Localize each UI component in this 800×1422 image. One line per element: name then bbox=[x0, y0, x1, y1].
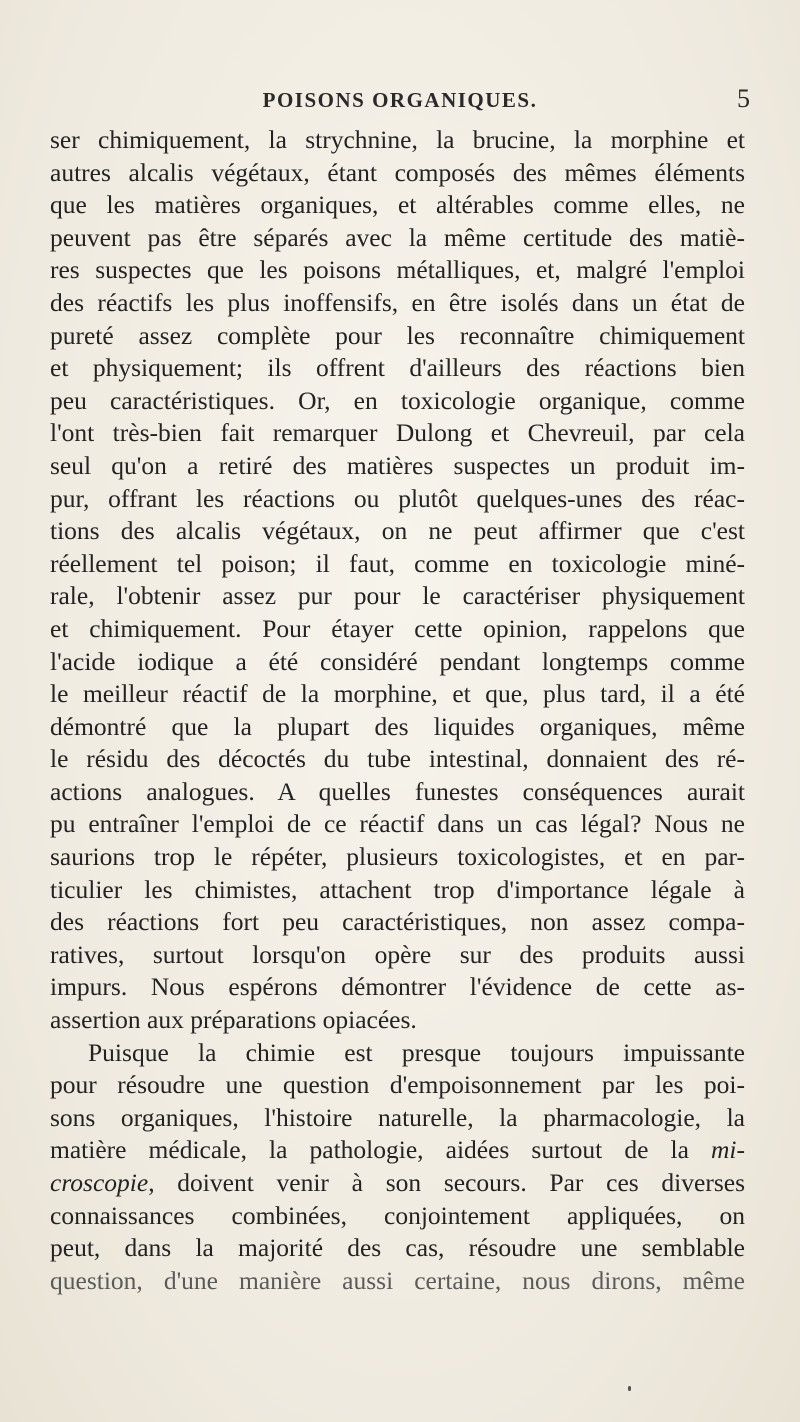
running-head bbox=[0, 84, 800, 118]
text-line: l'ont très-bien fait remarquer Dulong et Chevreuil, par cela bbox=[50, 418, 745, 448]
text-line: et physiquement; ils offrent d'ailleurs des réactions bien bbox=[50, 353, 745, 383]
body-text bbox=[50, 124, 745, 1297]
text-line: res suspectes que les poisons métalliques, et, malgré l'emploi bbox=[50, 255, 745, 285]
text-line-italic-start: croscopie, doivent venir à son secours. Par ces diverses bbox=[50, 1168, 745, 1197]
text-line: peut, dans la majorité des cas, résoudre une semblable bbox=[50, 1233, 745, 1263]
text-line: Puisque la chimie est presque toujours impuissante bbox=[88, 1037, 745, 1067]
text-line: le meilleur réactif de la morphine, et que, plus tard, il a été bbox=[50, 679, 745, 709]
text-line: l'acide iodique a été considéré pendant longtemps comme bbox=[50, 646, 745, 676]
text-line: que les matières organiques, et altérables comme elles, ne bbox=[50, 190, 745, 220]
text-line: le résidu des décoctés du tube intestinal, donnaient des ré- bbox=[50, 744, 745, 774]
text-line: pureté assez complète pour les reconnaître chimiquement bbox=[50, 320, 745, 350]
text-line: ratives, surtout lorsqu'on opère sur des produits aussi bbox=[50, 939, 745, 969]
text-line: rale, l'obtenir assez pur pour le caractériser physiquement bbox=[50, 581, 745, 611]
text-line: peuvent pas être séparés avec la même certitude des matiè- bbox=[50, 222, 745, 252]
text-line: et chimiquement. Pour étayer cette opinion, rappelons que bbox=[50, 613, 745, 643]
text-line: saurions trop le répéter, plusieurs toxicologistes, et en par- bbox=[50, 842, 745, 872]
page-number: 5 bbox=[737, 84, 750, 113]
running-title: POISONS ORGANIQUES. bbox=[262, 88, 538, 112]
italic-term: croscopie bbox=[50, 1168, 149, 1197]
text-line: pur, offrant les réactions ou plutôt quelques-unes des réac- bbox=[50, 483, 745, 513]
text-line: ser chimiquement, la strychnine, la brucine, la morphine et bbox=[50, 125, 745, 154]
text-line: des réactifs les plus inoffensifs, en être isolés dans un état de bbox=[50, 287, 745, 317]
text-line: assertion aux préparations opiacées. bbox=[50, 1005, 417, 1035]
text-line: question, d'une manière aussi certaine, nous dirons, même bbox=[50, 1265, 745, 1295]
text-line: peu caractéristiques. Or, en toxicologie organique, comme bbox=[50, 385, 745, 415]
text-line: actions analogues. A quelles funestes conséquences aurait bbox=[50, 776, 745, 806]
text-line: démontré que la plupart des liquides organiques, même bbox=[50, 711, 745, 741]
text-line: pu entraîner l'emploi de ce réactif dans un cas légal? Nous ne bbox=[50, 809, 745, 839]
text-line: impurs. Nous espérons démontrer l'évidence de cette as- bbox=[50, 972, 745, 1002]
text-line: pour résoudre une question d'empoisonnement par les poi- bbox=[50, 1070, 745, 1100]
text-line: ticulier les chimistes, attachent trop d'importance légale à bbox=[50, 874, 745, 904]
text-line: tions des alcalis végétaux, on ne peut affirmer que c'est bbox=[50, 516, 745, 546]
ink-speck bbox=[628, 1386, 631, 1391]
text-line: autres alcalis végétaux, étant composés des mêmes éléments bbox=[50, 157, 745, 187]
text-line: seul qu'on a retiré des matières suspectes un produit im- bbox=[50, 450, 745, 480]
text-line-italic-end: matière médicale, la pathologie, aidées surtout de la mi- bbox=[50, 1135, 745, 1165]
text-line: réellement tel poison; il faut, comme en toxicologie miné- bbox=[50, 548, 745, 578]
italic-term: mi- bbox=[711, 1135, 745, 1165]
text-line: sons organiques, l'histoire naturelle, la pharmacologie, la bbox=[50, 1102, 745, 1132]
text-line: connaissances combinées, conjointement appliquées, on bbox=[50, 1200, 745, 1230]
text-line: des réactions fort peu caractéristiques, non assez compa- bbox=[50, 907, 745, 937]
